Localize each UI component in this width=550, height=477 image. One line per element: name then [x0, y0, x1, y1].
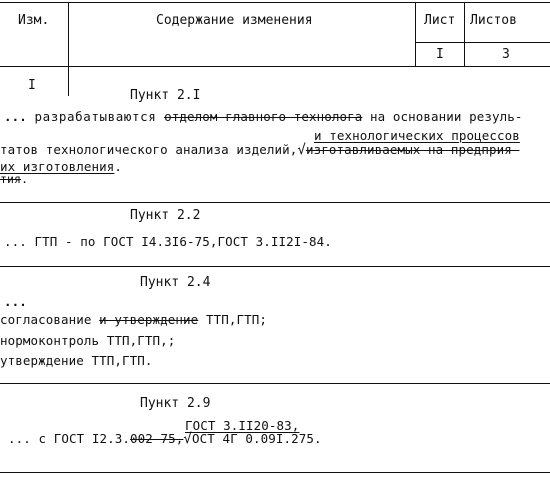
header-listov-value: 3 [502, 47, 510, 62]
change-number: I [28, 78, 36, 93]
struck-text: изготавливаемых на предприя- [305, 142, 520, 157]
section-2-4-line-2: нормоконтроль ТТП,ГТП,; [0, 333, 176, 348]
insertion-checkmark: √ [297, 142, 306, 158]
header-top-border [0, 2, 550, 3]
text-segment: на основании резуль- [369, 109, 523, 124]
section-2-2-line-1: ... ГТП - по ГОСТ I4.3I6-75,ГОСТ 3.II2I-84. [4, 234, 332, 249]
section-divider-2 [0, 266, 550, 267]
text-segment: ТТП,ГТП; [205, 312, 267, 327]
section-2-4-line-1 [0, 312, 267, 327]
header-izm-label: Изм. [18, 13, 50, 28]
text-segment: разрабатываются [34, 109, 157, 124]
header-row-divider [416, 42, 550, 43]
section-2-1-line-1 [4, 109, 523, 124]
text-segment: . [114, 159, 123, 174]
section-title-2-2: Пункт 2.2 [130, 208, 201, 223]
section-divider-4 [0, 472, 550, 473]
section-2-4-ellipsis: ... [4, 294, 27, 309]
section-2-1-line-4 [0, 172, 28, 186]
text-segment: ОСТ 4Г 0.09I.275. [191, 431, 322, 446]
underlined-text: их изготовления [0, 159, 115, 174]
section-title-2-1: Пункт 2.I [130, 88, 201, 103]
header-col1-divider [68, 2, 69, 96]
header-col2-divider [415, 2, 416, 66]
header-bottom-border [0, 66, 550, 67]
handwritten-insert: и технологических процессов [314, 128, 520, 143]
section-divider-1 [0, 202, 550, 203]
text-segment: . [21, 172, 29, 186]
section-divider-3 [0, 383, 550, 384]
struck-text: 002-75, [130, 431, 184, 446]
insertion-checkmark: √ [183, 431, 192, 447]
text-segment: ... с ГОСТ I2.3. [8, 431, 131, 446]
header-col3-divider [464, 2, 465, 66]
section-title-2-9: Пункт 2.9 [140, 396, 211, 411]
handwritten-insert: ГОСТ 3.II20-83, [185, 418, 300, 433]
header-content-label: Содержание изменения [156, 13, 313, 28]
struck-text: тия [0, 172, 22, 186]
header-list-label: Лист [424, 13, 456, 28]
section-title-2-4: Пункт 2.4 [140, 275, 211, 290]
section-2-9-line-1 [8, 431, 322, 447]
text-segment: согласование [0, 312, 92, 327]
section-2-4-line-3: утверждение ТТП,ГТП. [0, 353, 153, 368]
struck-text: отделом главного технолога [164, 109, 363, 124]
section-2-1-line-2 [0, 142, 519, 158]
ellipsis: ... [4, 109, 27, 124]
text-segment: татов технологического анализа изделий, [0, 142, 298, 157]
struck-text: и утверждение [99, 312, 199, 327]
header-listov-label: Листов [470, 13, 517, 28]
header-list-value: I [436, 47, 444, 62]
